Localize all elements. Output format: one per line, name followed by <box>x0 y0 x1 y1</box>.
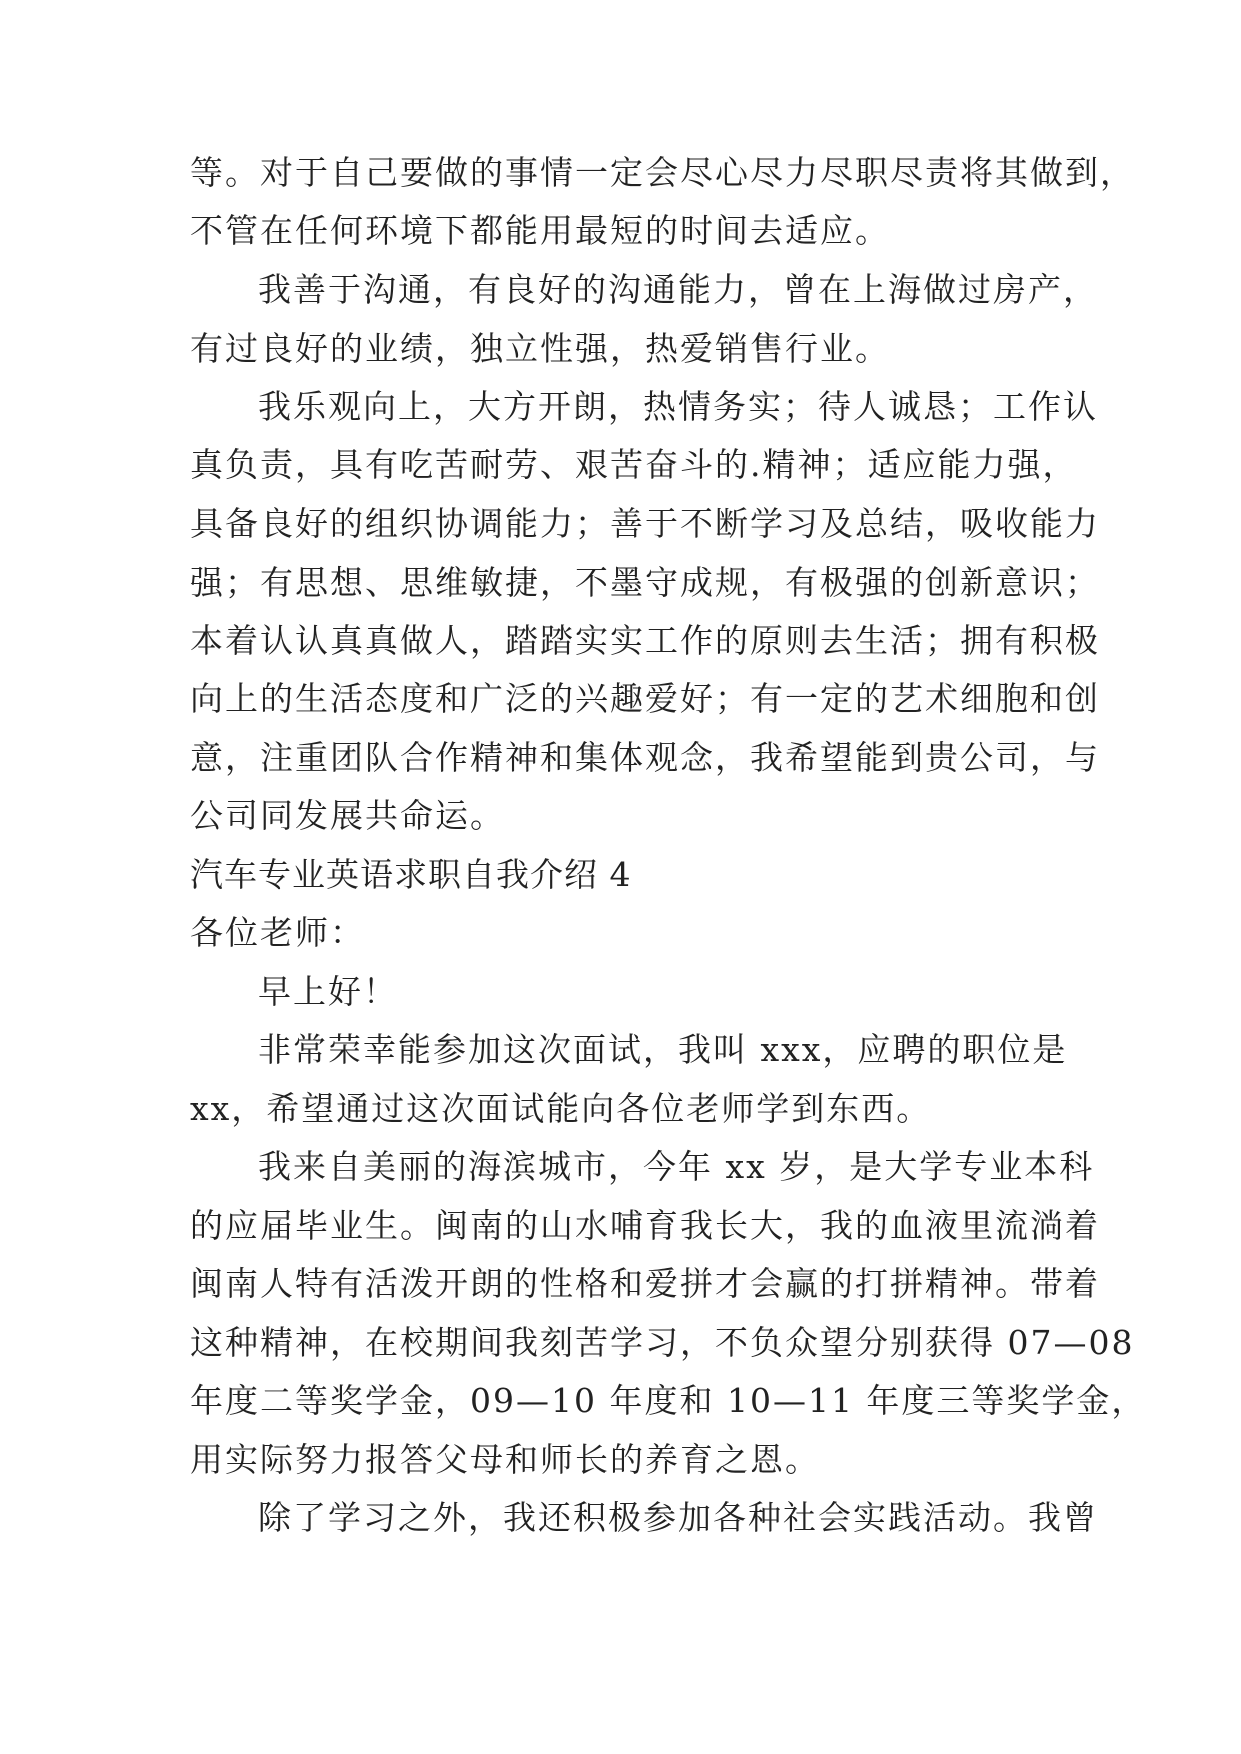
paragraph-line: 本着认认真真做人，踏踏实实工作的原则去生活；拥有积极 <box>190 621 1100 660</box>
paragraph-line: 的应届毕业生。闽南的山水哺育我长大，我的血液里流淌着 <box>190 1206 1100 1245</box>
salutation: 各位老师： <box>190 913 365 952</box>
paragraph-line: 我乐观向上，大方开朗，热情务实；待人诚恳；工作认 <box>258 387 1098 426</box>
paragraph-line: 我来自美丽的海滨城市，今年 xx 岁，是大学专业本科 <box>258 1147 1095 1186</box>
paragraph-line: 用实际努力报答父母和师长的养育之恩。 <box>190 1440 820 1479</box>
paragraph-line: 年度二等奖学金，09—10 年度和 10—11 年度三等奖学金， <box>190 1381 1147 1420</box>
paragraph-line: 非常荣幸能参加这次面试，我叫 xxx，应聘的职位是 <box>258 1030 1068 1069</box>
paragraph-line: 这种精神，在校期间我刻苦学习，不负众望分别获得 07—08 <box>190 1323 1135 1362</box>
paragraph-line: 强；有思想、思维敏捷，不墨守成规，有极强的创新意识； <box>190 563 1100 602</box>
section-heading: 汽车专业英语求职自我介绍 4 <box>190 855 632 894</box>
paragraph-line: xx，希望通过这次面试能向各位老师学到东西。 <box>190 1089 932 1128</box>
paragraph-line: 有过良好的业绩，独立性强，热爱销售行业。 <box>190 329 890 368</box>
paragraph-line: 等。对于自己要做的事情一定会尽心尽力尽职尽责将其做到， <box>190 153 1135 192</box>
paragraph-line: 公司同发展共命运。 <box>190 796 505 835</box>
paragraph-line: 闽南人特有活泼开朗的性格和爱拼才会赢的打拼精神。带着 <box>190 1264 1100 1303</box>
paragraph-line: 意，注重团队合作精神和集体观念，我希望能到贵公司，与 <box>190 738 1100 777</box>
paragraph-line: 具备良好的组织协调能力；善于不断学习及总结，吸收能力 <box>190 504 1100 543</box>
paragraph-line: 除了学习之外，我还积极参加各种社会实践活动。我曾 <box>258 1498 1098 1537</box>
paragraph-line: 向上的生活态度和广泛的兴趣爱好；有一定的艺术细胞和创 <box>190 679 1100 718</box>
greeting: 早上好！ <box>258 972 398 1011</box>
paragraph-line: 我善于沟通，有良好的沟通能力，曾在上海做过房产， <box>258 270 1098 309</box>
paragraph-line: 不管在任何环境下都能用最短的时间去适应。 <box>190 211 890 250</box>
paragraph-line: 真负责，具有吃苦耐劳、艰苦奋斗的.精神；适应能力强， <box>190 445 1078 484</box>
